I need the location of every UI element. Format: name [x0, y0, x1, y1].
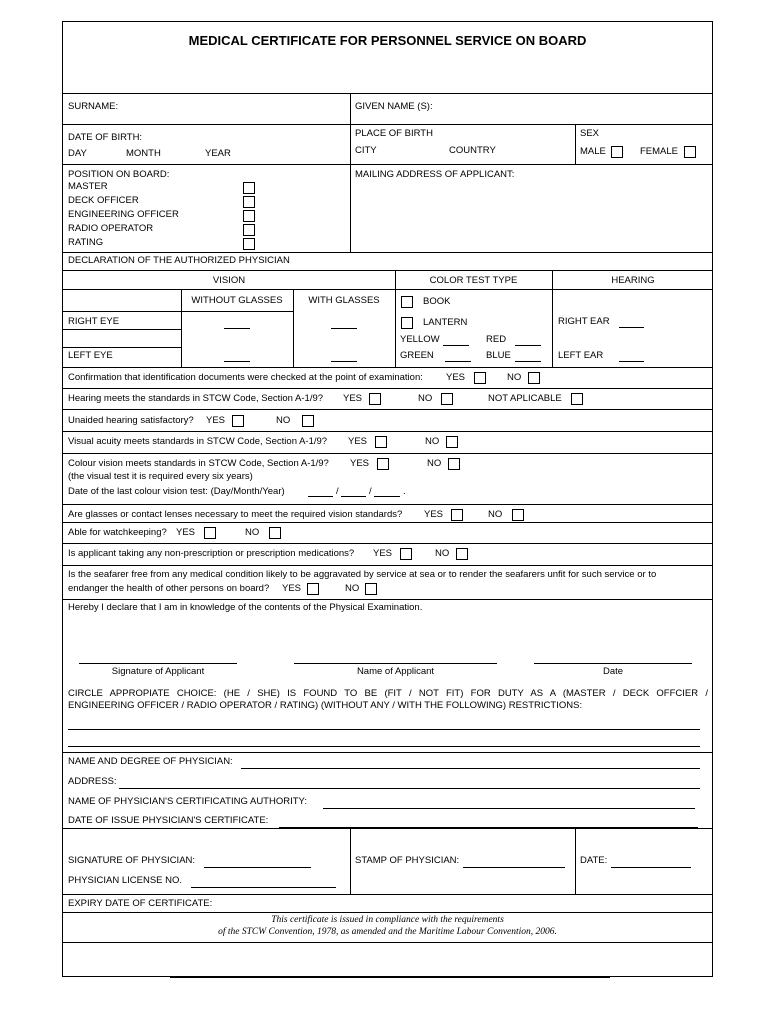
- left-ear-field[interactable]: [619, 361, 644, 362]
- signature-applicant-label: Signature of Applicant: [111, 666, 205, 677]
- divider: [63, 409, 712, 410]
- applicant-name-field[interactable]: [294, 663, 497, 664]
- divider: [63, 828, 712, 829]
- q-last-colour-test: Date of the last colour vision test: (Day/Month/Year): [68, 486, 285, 497]
- sex-female-label: FEMALE: [640, 146, 679, 157]
- q-free-yes-checkbox[interactable]: [307, 583, 319, 595]
- applicant-signature-field[interactable]: [79, 663, 237, 664]
- divider: [63, 347, 181, 348]
- green-field[interactable]: [445, 361, 471, 362]
- divider: [63, 522, 712, 523]
- restrictions-line[interactable]: [68, 746, 700, 747]
- q-colour-yes-label: YES: [350, 458, 370, 469]
- q-watchkeeping-no-label: NO: [245, 527, 260, 538]
- left-eye-label: LEFT EYE: [68, 350, 113, 361]
- yellow-field[interactable]: [443, 345, 469, 346]
- green-label: GREEN: [400, 350, 434, 361]
- q-free-yes-label: YES: [282, 583, 302, 594]
- divider: [63, 453, 712, 454]
- license-field[interactable]: [191, 887, 336, 888]
- divider: [63, 93, 712, 94]
- divider: [63, 311, 293, 312]
- color-test-header: COLOR TEST TYPE: [429, 275, 518, 286]
- given-name-label: GIVEN NAME (S):: [355, 101, 433, 112]
- q-glasses: Are glasses or contact lenses necessary to meet the required vision standards?: [68, 509, 403, 520]
- q-identification-yes-checkbox[interactable]: [474, 372, 486, 384]
- date-separator: /: [336, 486, 339, 497]
- q-watchkeeping-no-checkbox[interactable]: [269, 527, 281, 539]
- divider: [63, 504, 712, 505]
- q-hearing-standards: Hearing meets the standards in STCW Code, Section A-1/9?: [68, 393, 324, 404]
- divider: [350, 828, 351, 894]
- authority-field[interactable]: [323, 808, 695, 809]
- q-watchkeeping: Able for watchkeeping?: [68, 527, 167, 538]
- q-unaided-hearing: Unaided hearing satisfactory?: [68, 415, 194, 426]
- q-hearing-no-checkbox[interactable]: [441, 393, 453, 405]
- right-ear-field[interactable]: [619, 327, 644, 328]
- left-eye-with-field[interactable]: [331, 361, 357, 362]
- q-visual-acuity: Visual acuity meets standards in STCW Code, Section A-1/9?: [68, 436, 328, 447]
- certificate-form: [62, 21, 713, 977]
- divider: [63, 942, 712, 943]
- sex-female-checkbox[interactable]: [684, 146, 696, 158]
- circle-choice-line1: CIRCLE APPROPIATE CHOICE: (HE / SHE) IS FOUND TO BE (FIT / NOT FIT) FOR DUTY AS A (MASTER / DECK OFFCIER /: [68, 688, 708, 699]
- position-deck-officer: DECK OFFICER: [68, 195, 139, 206]
- q-colour-no-checkbox[interactable]: [448, 458, 460, 470]
- q-glasses-no-label: NO: [488, 509, 503, 520]
- dob-year: YEAR: [205, 148, 231, 159]
- red-field[interactable]: [515, 345, 541, 346]
- q-hearing-yes-label: YES: [343, 393, 363, 404]
- divider: [63, 599, 712, 600]
- position-label: POSITION ON BOARD:: [68, 169, 170, 180]
- q-visual-yes-label: YES: [348, 436, 368, 447]
- divider: [63, 752, 712, 753]
- divider: [575, 124, 576, 164]
- date-terminator: .: [403, 486, 406, 497]
- divider: [350, 93, 351, 252]
- pob-city: CITY: [355, 145, 377, 156]
- date-physician-label: DATE:: [580, 855, 608, 866]
- physician-name-label: NAME AND DEGREE OF PHYSICIAN:: [68, 756, 233, 767]
- footer-rule: [170, 977, 610, 978]
- name-applicant-label: Name of Applicant: [356, 666, 435, 677]
- q-hearing-na-label: NOT APLICABLE: [488, 393, 562, 404]
- divider: [63, 329, 181, 330]
- hearing-header: HEARING: [611, 275, 655, 286]
- q-medications: Is applicant taking any non-prescription or prescription medications?: [68, 548, 355, 559]
- dob-month: MONTH: [126, 148, 161, 159]
- color-test-lantern-checkbox[interactable]: [401, 317, 413, 329]
- q-hearing-yes-checkbox[interactable]: [369, 393, 381, 405]
- red-label: RED: [486, 334, 507, 345]
- q-medications-yes-checkbox[interactable]: [400, 548, 412, 560]
- q-medications-yes-label: YES: [373, 548, 393, 559]
- declaration-label: DECLARATION OF THE AUTHORIZED PHYSICIAN: [68, 255, 290, 266]
- date-physician-field[interactable]: [611, 867, 691, 868]
- q-colour-note: (the visual test it is required every six years): [68, 471, 253, 482]
- divider: [63, 367, 712, 368]
- q-free-line2: endanger the health of other persons on board?: [68, 583, 270, 594]
- color-test-book-label: BOOK: [423, 296, 451, 307]
- license-label: PHYSICIAN LICENSE NO.: [68, 875, 183, 886]
- mailing-address-label: MAILING ADDRESS OF APPLICANT:: [355, 169, 515, 180]
- knowledge-statement: Hereby I declare that I am in knowledge of the contents of the Physical Examination.: [68, 602, 423, 613]
- date-applicant-label: Date: [602, 666, 624, 677]
- divider: [63, 431, 712, 432]
- position-deck-officer-checkbox[interactable]: [243, 196, 255, 208]
- divider: [63, 270, 712, 271]
- dob-day: DAY: [68, 148, 87, 159]
- q-visual-no-checkbox[interactable]: [446, 436, 458, 448]
- pob-country: COUNTRY: [449, 145, 496, 156]
- without-glasses-header: WITHOUT GLASSES: [191, 295, 283, 306]
- right-eye-without-field[interactable]: [224, 328, 250, 329]
- issue-date-field[interactable]: [279, 827, 698, 828]
- q-glasses-yes-label: YES: [424, 509, 444, 520]
- q-identification-no-label: NO: [507, 372, 522, 383]
- left-eye-without-field[interactable]: [224, 361, 250, 362]
- vision-header: VISION: [212, 275, 246, 286]
- q-visual-no-label: NO: [425, 436, 440, 447]
- address-field[interactable]: [119, 788, 700, 789]
- physician-signature-label: SIGNATURE OF PHYSICIAN:: [68, 855, 196, 866]
- divider: [575, 828, 576, 894]
- q-watchkeeping-yes-checkbox[interactable]: [204, 527, 216, 539]
- q-unaided-no-label: NO: [276, 415, 291, 426]
- q-glasses-yes-checkbox[interactable]: [451, 509, 463, 521]
- position-rating: RATING: [68, 237, 104, 248]
- q-identification: Confirmation that identification documents were checked at the point of examination:: [68, 372, 423, 383]
- q-unaided-no-checkbox[interactable]: [302, 415, 314, 427]
- divider: [63, 894, 712, 895]
- position-master: MASTER: [68, 181, 108, 192]
- position-radio-operator-checkbox[interactable]: [243, 224, 255, 236]
- divider: [63, 252, 712, 253]
- q-hearing-no-label: NO: [418, 393, 433, 404]
- last-test-day-field[interactable]: [308, 496, 333, 497]
- sex-male-checkbox[interactable]: [611, 146, 623, 158]
- yellow-label: YELLOW: [400, 334, 440, 345]
- last-test-year-field[interactable]: [374, 496, 400, 497]
- with-glasses-header: WITH GLASSES: [308, 295, 380, 306]
- circle-choice-line2: ENGINEERING OFFICER / RADIO OPERATOR / RATING) (WITHOUT ANY / WITH THE FOLLOWING) RESTRICTIONS:: [68, 700, 583, 711]
- date-separator: /: [369, 486, 372, 497]
- physician-name-field[interactable]: [241, 768, 700, 769]
- divider: [63, 388, 712, 389]
- sex-male-label: MALE: [580, 146, 606, 157]
- restrictions-line[interactable]: [68, 729, 700, 730]
- pob-label: PLACE OF BIRTH: [355, 128, 433, 139]
- address-label: ADDRESS:: [68, 776, 117, 787]
- applicant-date-field[interactable]: [534, 663, 692, 664]
- page-title: MEDICAL CERTIFICATE FOR PERSONNEL SERVICE ON BOARD: [188, 33, 587, 48]
- sex-label: SEX: [580, 128, 600, 139]
- last-test-month-field[interactable]: [341, 496, 366, 497]
- divider: [63, 565, 712, 566]
- q-visual-yes-checkbox[interactable]: [375, 436, 387, 448]
- physician-signature-field[interactable]: [204, 867, 311, 868]
- divider: [63, 124, 712, 125]
- stamp-label: STAMP OF PHYSICIAN:: [355, 855, 460, 866]
- footer-line1: This certificate is issued in compliance with the requirements: [271, 915, 504, 925]
- q-unaided-yes-checkbox[interactable]: [232, 415, 244, 427]
- q-medications-no-checkbox[interactable]: [456, 548, 468, 560]
- color-test-lantern-label: LANTERN: [423, 317, 468, 328]
- q-medications-no-label: NO: [435, 548, 450, 559]
- q-hearing-na-checkbox[interactable]: [571, 393, 583, 405]
- right-eye-label: RIGHT EYE: [68, 316, 120, 327]
- q-identification-no-checkbox[interactable]: [528, 372, 540, 384]
- blue-field[interactable]: [515, 361, 541, 362]
- dob-label: DATE OF BIRTH:: [68, 132, 143, 143]
- footer-line2: of the STCW Convention, 1978, as amended and the Maritime Labour Convention, 2006.: [218, 927, 557, 937]
- q-watchkeeping-yes-label: YES: [176, 527, 196, 538]
- right-ear-label: RIGHT EAR: [558, 316, 610, 327]
- q-glasses-no-checkbox[interactable]: [512, 509, 524, 521]
- right-eye-with-field[interactable]: [331, 328, 357, 329]
- position-engineering-officer: ENGINEERING OFFICER: [68, 209, 179, 220]
- position-rating-checkbox[interactable]: [243, 238, 255, 250]
- blue-label: BLUE: [486, 350, 511, 361]
- divider: [63, 543, 712, 544]
- authority-label: NAME OF PHYSICIAN'S CERTIFICATING AUTHORITY:: [68, 796, 307, 807]
- q-colour-yes-checkbox[interactable]: [377, 458, 389, 470]
- q-identification-yes-label: YES: [446, 372, 466, 383]
- position-master-checkbox[interactable]: [243, 182, 255, 194]
- divider: [63, 164, 712, 165]
- q-free-line1: Is the seafarer free from any medical condition likely to be aggravated by service at sea or to render the seafarers unfit for such service or to: [68, 569, 657, 580]
- surname-label: SURNAME:: [68, 101, 119, 112]
- q-unaided-yes-label: YES: [206, 415, 226, 426]
- issue-date-label: DATE OF ISSUE PHYSICIAN'S CERTIFICATE:: [68, 815, 269, 826]
- stamp-field[interactable]: [463, 867, 565, 868]
- position-engineering-officer-checkbox[interactable]: [243, 210, 255, 222]
- q-colour-no-label: NO: [427, 458, 442, 469]
- divider: [63, 289, 712, 290]
- q-colour-vision: Colour vision meets standards in STCW Code, Section A-1/9?: [68, 458, 329, 469]
- divider: [63, 912, 712, 913]
- position-radio-operator: RADIO OPERATOR: [68, 223, 154, 234]
- q-free-no-checkbox[interactable]: [365, 583, 377, 595]
- expiry-label: EXPIRY DATE OF CERTIFICATE:: [68, 898, 213, 909]
- left-ear-label: LEFT EAR: [558, 350, 604, 361]
- color-test-book-checkbox[interactable]: [401, 296, 413, 308]
- q-free-no-label: NO: [345, 583, 360, 594]
